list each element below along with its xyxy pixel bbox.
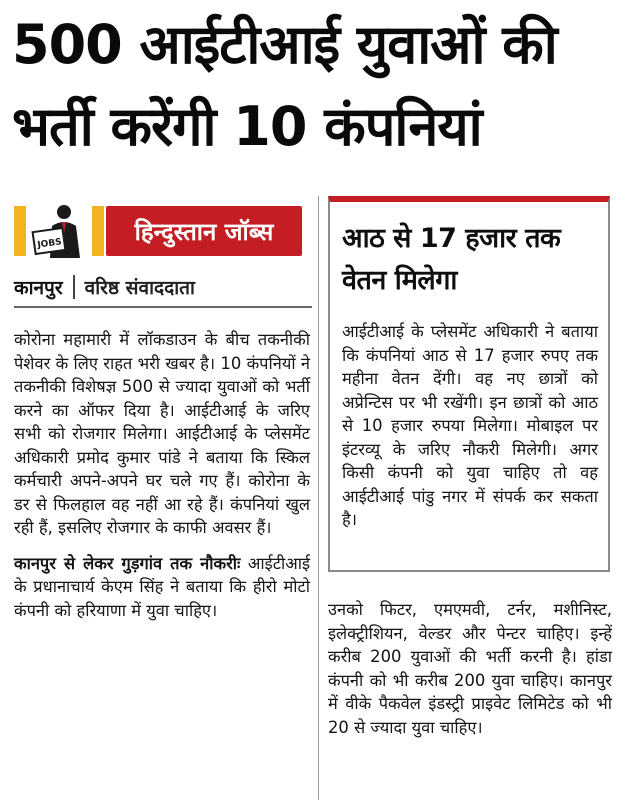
left-paragraph-1: कोरोना महामारी में लॉकडाउन के बीच तकनीकी पेशेवर के लिए राहत भरी खबर है। 10 कंपनियों ने तकनीकी विशेषज्ञ 500 से ज्यादा युवाओं को भर्ती करने का ऑफर दिया है। आईटीआई के जरिए सभी को रोजगार मिलेगा। आईटीआई के प्लेसमेंट अधिकारी प्रमोद कुमार पांडे ने बताया कि स्किल कर्मचारी अपने-अपने घर चले गए हैं। कोरोना के डर से फिलहाल वह नहीं आ रहे हैं। कंपनियां खुल रही हैं, इसलिए रोजगार के काफी अवसर हैं।: [14, 330, 310, 537]
brand-name-box: [106, 206, 302, 256]
left-paragraph-2-text: आईटीआई के प्रधानाचार्य केएम सिंह ने बताया कि हीरो मोटो कंपनी को हरियाणा में युवा चाहिए।: [14, 553, 310, 620]
headline: [12, 4, 624, 168]
sidebar-body: आईटीआई के प्लेसमेंट अधिकारी ने बताया कि कंपनियां आठ से 17 हजार रुपए तक महीना वेतन देंगी। वह नए छात्रों को अप्रेन्टिस पर भी रखेंगी। इन छात्रों को आठ से 10 हजार रुपया मिलेगा। मोबाइल पर इंटरव्यू के जरिए नौकरी मिलेगी। अगर किसी कंपनी को युवा चाहिए तो वह आईटीआई पांडु नगर में संपर्क कर सकता है।: [342, 322, 598, 529]
jobs-reader-icon: [28, 200, 90, 262]
left-subhead: कानपुर से लेकर गुड़गांव तक नौकरीः: [14, 553, 241, 573]
headline-line-2: भर्ती करेंगी 10 कंपनियां: [12, 95, 482, 158]
sidebar-title: आठ से 17 हजार तक वेतन मिलेगा: [342, 223, 561, 296]
byline-author: वरिष्ठ संवाददाता: [84, 277, 195, 299]
right-paragraph: उनको फिटर, एमएमवी, टर्नर, मशीनिस्ट, इलेक्ट्रीशियन, वेल्डर और पेन्टर चाहिए। इन्हें करीब 200 युवाओं की भर्ती करनी है। हांडा कंपनी को भी करीब 200 युवा चाहिए। कानपुर में वीके पैकवेल इंडस्ट्री प्राइवेट लिमिटेड को भी 20 से ज्यादा युवा चाहिए।: [328, 600, 612, 737]
brand-strip-left: [14, 206, 26, 256]
byline-rule: [14, 306, 312, 308]
logo-text: JOBS: [36, 237, 63, 251]
byline: [14, 272, 314, 302]
left-paragraph-2: [14, 552, 310, 623]
column-divider: [318, 196, 319, 800]
sidebar-box: [328, 196, 610, 572]
right-column: [328, 598, 612, 739]
byline-separator: [73, 275, 75, 299]
byline-location: कानपुर: [14, 277, 63, 299]
brand-strip-right: [92, 206, 104, 256]
brand-banner: [14, 200, 304, 262]
brand-name: हिन्दुस्तान जॉब्स: [134, 217, 274, 246]
headline-line-1: 500 आईटीआई युवाओं की: [12, 13, 557, 76]
left-column: [14, 328, 310, 622]
